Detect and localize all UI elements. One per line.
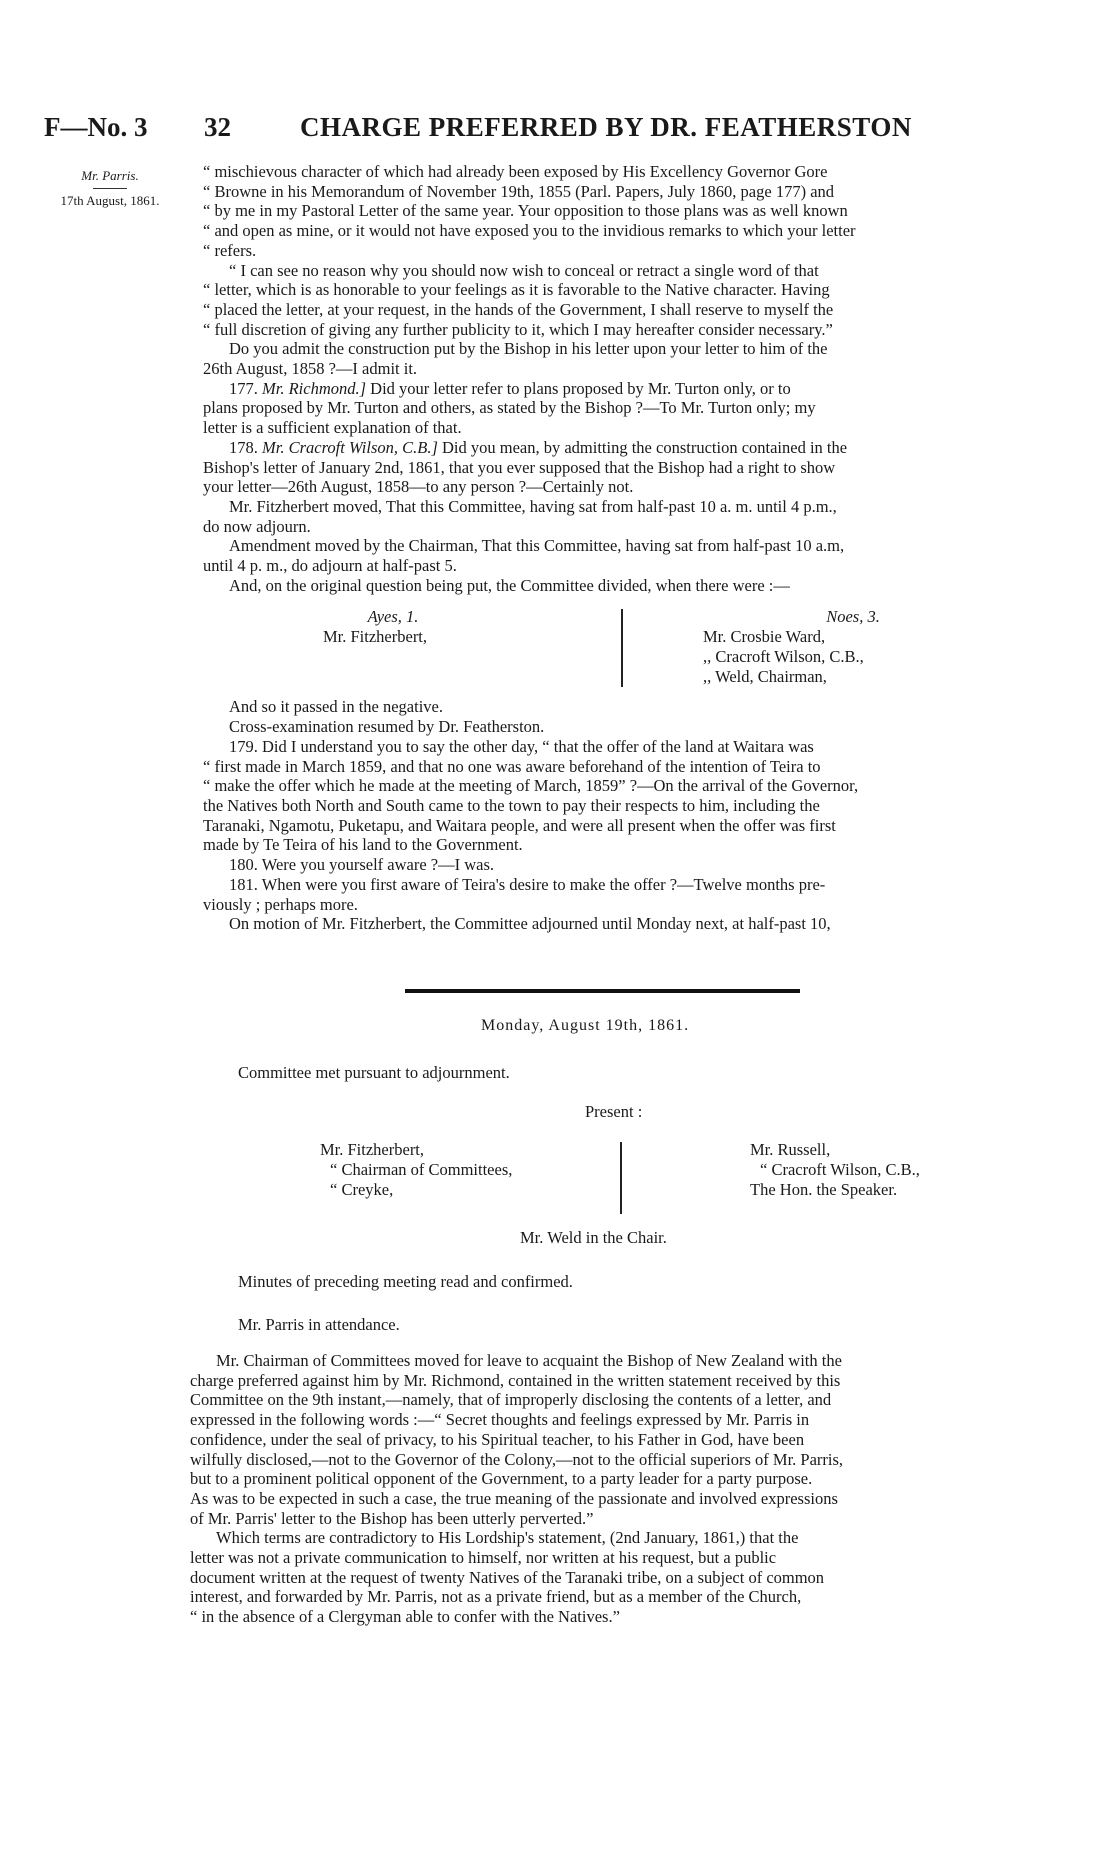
text-line: your letter—26th August, 1858—to any person ?—Certainly not. bbox=[203, 477, 634, 497]
division-list bbox=[203, 607, 1045, 691]
page-number: 32 bbox=[204, 112, 231, 142]
committee-met: Committee met pursuant to adjournment. bbox=[238, 1063, 510, 1082]
text-line: charge preferred against him by Mr. Richmond, contained in the written statement received by this bbox=[190, 1370, 841, 1390]
text-line: Did your letter refer to plans proposed by Mr. Turton only, or to bbox=[370, 378, 791, 398]
noes-member: ,, Weld, Chairman, bbox=[703, 667, 827, 687]
text-line: “ first made in March 1859, and that no one was aware beforehand of the intention of Teira to bbox=[203, 756, 821, 776]
attendance: Mr. Parris in attendance. bbox=[238, 1315, 400, 1334]
text-line: the Natives both North and South came to the town to pay their respects to him, including the bbox=[203, 795, 820, 815]
text-line: do now adjourn. bbox=[203, 516, 311, 536]
members-right-column bbox=[750, 1140, 920, 1200]
question-179 bbox=[203, 737, 1045, 855]
text-line: interest, and forwarded by Mr. Parris, not as a private friend, but as a member of the Church, bbox=[190, 1587, 802, 1607]
minutes-confirmed: Minutes of preceding meeting read and confirmed. bbox=[238, 1272, 573, 1291]
question-181 bbox=[203, 875, 1045, 914]
paragraph-quote-2 bbox=[203, 261, 1045, 340]
member: “ Creyke, bbox=[330, 1180, 394, 1199]
present-label: Present : bbox=[585, 1102, 643, 1121]
members-present bbox=[190, 1140, 1050, 1220]
adjournment: On motion of Mr. Fitzherbert, the Committee adjourned until Monday next, at half-past 10, bbox=[229, 914, 831, 934]
text-line: Which terms are contradictory to His Lordship's statement, (2nd January, 1861,) that the bbox=[216, 1528, 799, 1548]
vote-divider bbox=[621, 609, 623, 687]
question-number: 177. bbox=[229, 378, 258, 398]
paragraph-question bbox=[203, 339, 1045, 378]
members-left-column bbox=[320, 1140, 512, 1200]
text-line: “ by me in my Pastoral Letter of the same year. Your opposition to those plans was as well known bbox=[203, 201, 848, 221]
motion-paragraph-2 bbox=[190, 1528, 1038, 1627]
question-178 bbox=[203, 438, 1045, 497]
motion-text bbox=[190, 1351, 1038, 1627]
question-number: 178. bbox=[229, 437, 258, 457]
margin-note-rule bbox=[93, 188, 127, 189]
text-line: letter is a sufficient explanation of that. bbox=[203, 418, 462, 438]
text-line: Committee on the 9th instant,—namely, that of improperly disclosing the contents of a letter, and bbox=[190, 1390, 832, 1410]
text-line: viously ; perhaps more. bbox=[203, 894, 358, 914]
text-line: Amendment moved by the Chairman, That this Committee, having sat from half-past 10 a.m, bbox=[229, 536, 845, 556]
member: The Hon. the Speaker. bbox=[750, 1180, 898, 1199]
testimony-text bbox=[203, 162, 1045, 934]
margin-note bbox=[20, 166, 200, 211]
text-line: “ in the absence of a Clergyman able to confer with the Natives.” bbox=[190, 1607, 620, 1627]
text-line: “ and open as mine, or it would not have exposed you to the invidious remarks to which your letter bbox=[203, 221, 856, 241]
member: “ Cracroft Wilson, C.B., bbox=[760, 1160, 920, 1179]
page-header bbox=[44, 112, 1064, 148]
text-line: Do you admit the construction put by the Bishop in his letter upon your letter to him of the bbox=[229, 339, 828, 359]
text-line: “ mischievous character of which had already been exposed by His Excellency Governor Gore bbox=[203, 162, 828, 181]
noes-members bbox=[703, 627, 864, 687]
session-date: Monday, August 19th, 1861. bbox=[481, 1017, 690, 1034]
question-180: 180. Were you yourself aware ?—I was. bbox=[229, 855, 495, 875]
text-line: confidence, under the seal of privacy, to his Spiritual teacher, to his Father in God, have been bbox=[190, 1429, 805, 1449]
text-line: As was to be expected in such a case, the true meaning of the passionate and involved expressions bbox=[190, 1488, 838, 1508]
amendment bbox=[203, 536, 1045, 575]
text-line: “ I can see no reason why you should now wish to conceal or retract a single word of that bbox=[229, 260, 819, 280]
ayes-label: Ayes, 1. bbox=[367, 607, 419, 627]
member: Mr. Fitzherbert, bbox=[320, 1140, 425, 1159]
text-line: Mr. Chairman of Committees moved for leave to acquaint the Bishop of New Zealand with the bbox=[216, 1351, 842, 1370]
text-line: of Mr. Parris' letter to the Bishop has been utterly perverted.” bbox=[190, 1508, 594, 1528]
result-negative: And so it passed in the negative. bbox=[229, 697, 444, 717]
noes-label: Noes, 3. bbox=[826, 607, 880, 627]
questioner: Mr. Richmond.] bbox=[262, 378, 367, 398]
text-line: expressed in the following words :—“ Secret thoughts and feelings expressed by Mr. Parris in bbox=[190, 1410, 810, 1430]
text-line: “ Browne in his Memorandum of November 19th, 1855 (Parl. Papers, July 1860, page 177) and bbox=[203, 181, 835, 201]
margin-note-date: 17th August, 1861. bbox=[60, 193, 160, 208]
paper-reference: F—No. 3 bbox=[44, 112, 148, 142]
question-177 bbox=[203, 379, 1045, 438]
text-line: until 4 p. m., do adjourn at half-past 5. bbox=[203, 556, 457, 576]
text-line: but to a prominent political opponent of the Government, to a party leader for a party purpose. bbox=[190, 1469, 813, 1489]
members-divider bbox=[620, 1142, 622, 1214]
noes-member: ,, Cracroft Wilson, C.B., bbox=[703, 647, 864, 667]
text-line: “ full discretion of giving any further publicity to it, which I may hereafter consider necessary.” bbox=[203, 319, 833, 339]
ayes-member: Mr. Fitzherbert, bbox=[323, 627, 428, 647]
text-line: plans proposed by Mr. Turton and others, as stated by the Bishop ?—To Mr. Turton only; my bbox=[203, 398, 816, 418]
text-line: 26th August, 1858 ?—I admit it. bbox=[203, 359, 418, 379]
paragraph-quote-1 bbox=[203, 162, 1045, 261]
page-title: CHARGE PREFERRED BY DR. FEATHERSTON bbox=[300, 112, 912, 142]
member: Mr. Russell, bbox=[750, 1140, 831, 1159]
text-line: 181. When were you first aware of Teira's desire to make the offer ?—Twelve months pre- bbox=[229, 874, 826, 894]
division-intro: And, on the original question being put, the Committee divided, when there were :— bbox=[229, 575, 790, 595]
motion-adjourn bbox=[203, 497, 1045, 536]
text-line: letter was not a private communication to himself, nor written at his request, but a public bbox=[190, 1548, 777, 1568]
text-line: Mr. Fitzherbert moved, That this Committee, having sat from half-past 10 a. m. until 4 p.m., bbox=[229, 496, 837, 516]
text-line: “ make the offer which he made at the meeting of March, 1859” ?—On the arrival of the Governor, bbox=[203, 776, 859, 796]
margin-note-name: Mr. Parris. bbox=[81, 168, 139, 183]
text-line: document written at the request of twenty Natives of the Taranaki tribe, on a subject of common bbox=[190, 1567, 825, 1587]
section-divider bbox=[405, 989, 800, 993]
motion-paragraph-1 bbox=[190, 1351, 1038, 1528]
text-line: Taranaki, Ngamotu, Puketapu, and Waitara people, and were all present when the offer was first bbox=[203, 815, 836, 835]
text-line: wilfully disclosed,—not to the Governor of the Colony,—not to the official superiors of Mr. Parris, bbox=[190, 1449, 844, 1469]
text-line: made by Te Teira of his land to the Government. bbox=[203, 835, 523, 855]
questioner: Mr. Cracroft Wilson, C.B.] bbox=[262, 437, 438, 457]
cross-examination: Cross-examination resumed by Dr. Featherston. bbox=[229, 717, 545, 737]
member: “ Chairman of Committees, bbox=[330, 1160, 513, 1179]
text-line: “ letter, which is as honorable to your feelings as it is favorable to the Native character. Having bbox=[203, 280, 830, 300]
text-line: “ placed the letter, at your request, in the hands of the Government, I shall reserve to myself the bbox=[203, 299, 834, 319]
text-line: Bishop's letter of January 2nd, 1861, that you ever supposed that the Bishop had a right to show bbox=[203, 457, 836, 477]
text-line: Did you mean, by admitting the construction contained in the bbox=[442, 437, 848, 457]
text-line: “ refers. bbox=[203, 240, 257, 260]
text-line: 179. Did I understand you to say the other day, “ that the offer of the land at Waitara was bbox=[229, 736, 814, 756]
noes-member: Mr. Crosbie Ward, bbox=[703, 627, 826, 647]
chair-statement: Mr. Weld in the Chair. bbox=[520, 1228, 667, 1247]
